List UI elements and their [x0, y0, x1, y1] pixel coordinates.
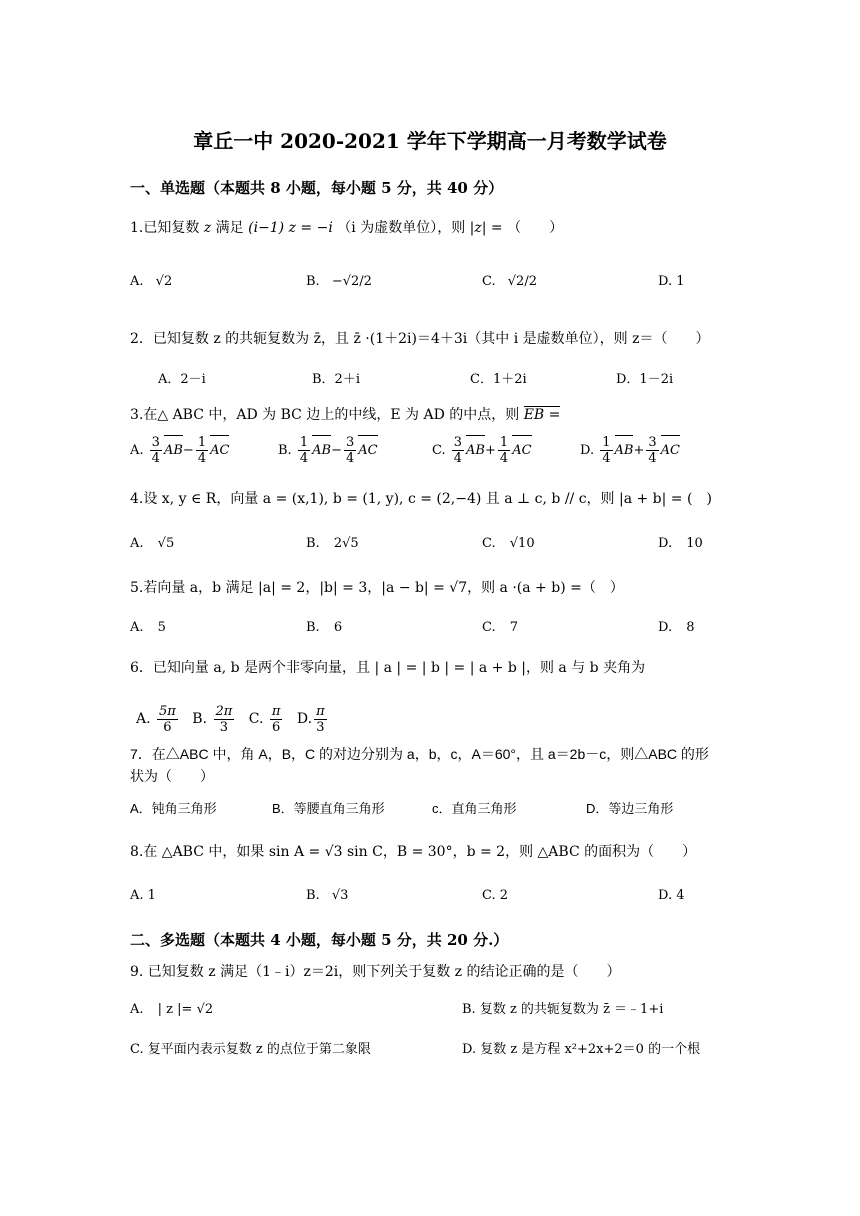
q6-options — [136, 700, 329, 738]
q6-option-d-den: 3 — [316, 719, 325, 735]
q6-option-b-label: B. — [192, 711, 208, 727]
q5-option-a-label: A. — [130, 620, 144, 635]
q9-option-d: D. 复数 z 是方程 x²+2x+2＝0 的一个根 — [462, 1042, 701, 1057]
q4-option-a — [130, 534, 174, 554]
question-2: 2．已知复数 z 的共轭复数为 z̄，且 z̄ ·(1＋2i)＝4＋3i（其中 i 是虚数单位），则 z＝（ ） — [130, 331, 710, 347]
q2-option-a: A．2－i — [158, 372, 206, 387]
q8-option-a: A. 1 — [130, 888, 156, 903]
q2-option-c: C．1＋2i — [470, 372, 527, 387]
q4-option-b-value: 2√5 — [333, 536, 359, 551]
q6-option-d-num: π — [316, 703, 325, 719]
q1-paren: （i 为虚数单位），则 — [337, 220, 466, 236]
q1-option-b-label: B. — [306, 274, 320, 289]
q1-prefix: 1.已知复数 — [130, 220, 200, 236]
q7-option-a: A．钝角三角形 — [130, 801, 217, 816]
q5-option-b-value: 6 — [333, 620, 343, 635]
q9-option-c: C. 复平面内表示复数 z 的点位于第二象限 — [130, 1042, 371, 1057]
q5-option-c-label: C. — [482, 620, 496, 635]
q1-option-c — [482, 272, 537, 292]
q1-abs: |z| = — [469, 220, 503, 236]
q1-option-d: D. 1 — [658, 274, 685, 289]
q5-option-d-value: 8 — [686, 620, 695, 635]
q5-option-d — [658, 618, 695, 638]
q8-option-b-value: √3 — [331, 888, 349, 903]
q4-option-b — [306, 534, 359, 554]
q6-option-a-den: 6 — [163, 719, 172, 735]
q5-option-c-value: 7 — [509, 620, 519, 635]
section-heading-multiple-choice: 二、多选题（本题共 4 小题，每小题 5 分，共 20 分.） — [130, 931, 509, 949]
q3-text: 3.在△ ABC 中，AD 为 BC 边上的中线，E 为 AD 的中点，则 — [130, 407, 520, 423]
q1-blank: （ ） — [507, 220, 564, 236]
q4-option-c — [482, 534, 535, 554]
q3-tail: EB = — [523, 407, 561, 423]
question-1 — [130, 218, 563, 238]
question-7-line-1: 7．在△ABC 中，角 A，B，C 的对边分别为 a，b，c，A＝60°，且 a＝2b－c，则△ABC 的形 — [130, 746, 709, 762]
q4-option-b-label: B. — [306, 536, 320, 551]
q5-option-d-label: D. — [658, 620, 673, 635]
q3-option-c: C. $\frac{3}{4}$ AB+ $\frac{1}{4}$ AC — [432, 435, 532, 466]
q4-option-d-label: D. — [658, 536, 673, 551]
q6-option-c-label: C. — [248, 711, 264, 727]
q4-option-c-label: C. — [482, 536, 496, 551]
q9-option-a — [130, 1000, 213, 1020]
q1-option-c-value: √2/2 — [507, 274, 537, 289]
q6-option-c-num: π — [271, 703, 281, 719]
q3-option-b-label: B. — [278, 443, 292, 458]
q6-option-c-den: 6 — [272, 719, 281, 735]
q1-z: z — [203, 220, 212, 236]
q4-option-a-label: A. — [130, 536, 144, 551]
q7-option-c: c．直角三角形 — [432, 801, 517, 816]
q6-option-a-num: 5π — [159, 703, 176, 719]
section-heading-single-choice: 一、单选题（本题共 8 小题，每小题 5 分，共 40 分） — [130, 179, 504, 197]
q7-option-b: B．等腰直角三角形 — [272, 801, 385, 816]
q1-equation: (i−1) z = −i — [248, 220, 333, 236]
q3-option-a-label: A. — [130, 443, 144, 458]
q1-option-b-value: −√2/2 — [331, 274, 372, 289]
q1-option-a-label: A. — [130, 274, 144, 289]
q5-option-a-value: 5 — [157, 620, 166, 635]
q3-option-b: B. $\frac{1}{4}$ AB− $\frac{3}{4}$ AC — [278, 435, 378, 466]
q5-option-a — [130, 618, 166, 638]
q9-option-a-value: | z |= √2 — [157, 1002, 214, 1017]
q4-option-d — [658, 534, 703, 554]
q3-option-d-label: D. — [580, 443, 595, 458]
question-6: 6．已知向量 a, b 是两个非零向量，且 | a | = | b | = | a + b |，则 a 与 b 夹角为 — [130, 660, 646, 676]
q5-option-b-label: B. — [306, 620, 320, 635]
q8-option-d: D. 4 — [658, 888, 685, 903]
q1-option-a-value: √2 — [155, 274, 173, 289]
q3-option-c-label: C. — [432, 443, 446, 458]
q9-option-a-label: A. — [130, 1002, 144, 1017]
question-8: 8.在 △ABC 中，如果 sin A = √3 sin C，B = 30°，b = 2，则 △ABC 的面积为（ ） — [130, 844, 697, 860]
q2-option-b: B．2＋i — [312, 372, 360, 387]
question-5: 5.若向量 a，b 满足 |a| = 2，|b| = 3，|a − b| = √7，则 a ·(a + b) =（ ） — [130, 580, 624, 596]
q9-option-b: B. 复数 z 的共轭复数为 z̄ ＝﹣1+i — [462, 1002, 664, 1017]
q1-mid: 满足 — [215, 220, 244, 236]
q6-option-d-label: D. — [296, 711, 313, 727]
q1-option-a — [130, 272, 172, 292]
question-3 — [130, 405, 560, 425]
q8-option-c: C. 2 — [482, 888, 509, 903]
q6-option-b-num: 2π — [215, 703, 233, 719]
q1-option-c-label: C. — [482, 274, 496, 289]
q4-option-a-value: √5 — [157, 536, 175, 551]
q4-option-d-value: 10 — [686, 536, 703, 551]
q6-option-a-label: A. — [136, 711, 151, 727]
page-title: 章丘一中 2020-2021 学年下学期高一月考数学试卷 — [193, 129, 667, 153]
q5-option-b — [306, 618, 342, 638]
q3-option-a: A. $\frac{3}{4}$ AB− $\frac{1}{4}$ AC — [130, 435, 230, 466]
q4-option-c-value: √10 — [509, 536, 535, 551]
question-7-line-2: 状为（ ） — [130, 768, 214, 784]
q2-option-d: D．1－2i — [616, 372, 674, 387]
question-9: 9. 已知复数 z 满足（1﹣i）z＝2i，则下列关于复数 z 的结论正确的是（ ） — [130, 964, 621, 980]
q6-option-b-den: 3 — [219, 719, 229, 735]
q5-option-c — [482, 618, 518, 638]
q1-option-b — [306, 272, 372, 292]
q8-option-b — [306, 886, 348, 906]
q8-option-b-label: B. — [306, 888, 320, 903]
question-4: 4.设 x, y ∈ R，向量 a = (x,1), b = (1, y), c = (2,−4) 且 a ⊥ c, b // c，则 |a + b| = ( ) — [130, 491, 712, 507]
q3-option-d: D. $\frac{1}{4}$ AB+ $\frac{3}{4}$ AC — [580, 435, 680, 466]
q7-option-d: D．等边三角形 — [586, 801, 674, 816]
